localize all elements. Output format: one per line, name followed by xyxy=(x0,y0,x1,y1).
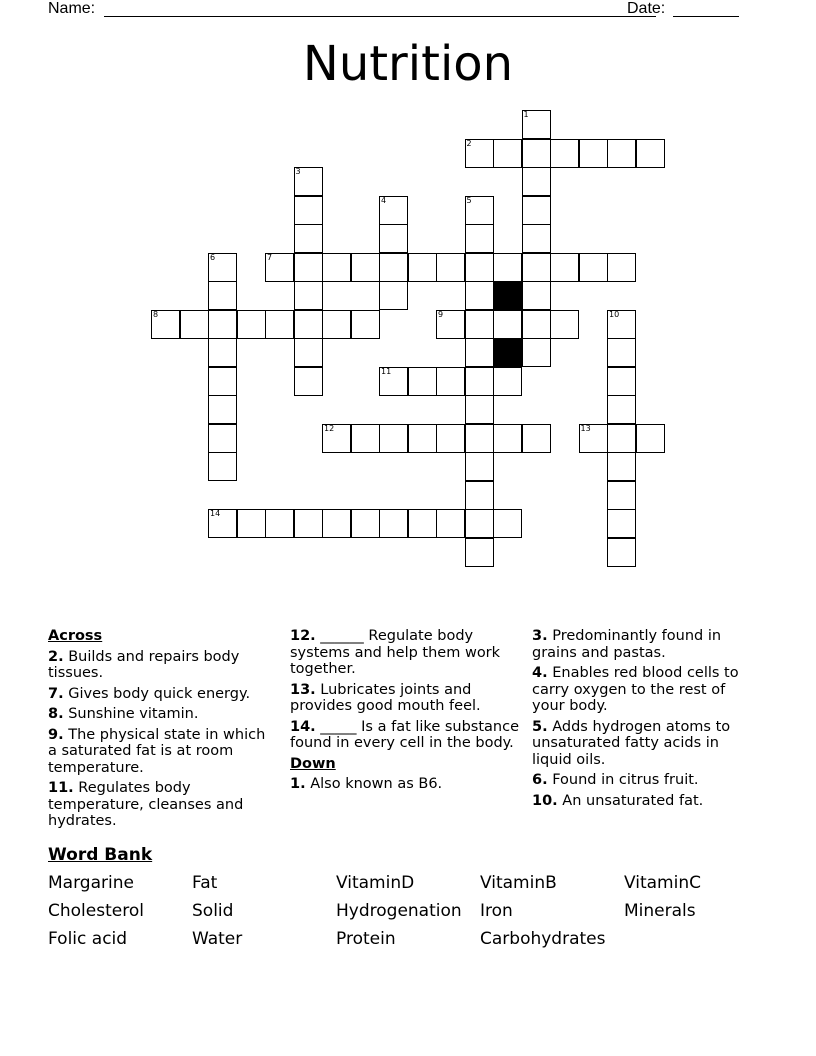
crossword-cell[interactable] xyxy=(550,253,579,282)
crossword-cell[interactable] xyxy=(208,310,237,339)
clue-across-2: 2. Builds and repairs body tissues. xyxy=(48,648,240,681)
crossword-cell[interactable] xyxy=(265,310,294,339)
crossword-cell[interactable] xyxy=(208,367,237,396)
crossword-cell[interactable] xyxy=(151,310,180,339)
crossword-cell[interactable] xyxy=(379,281,408,310)
crossword-cell[interactable] xyxy=(493,253,522,282)
word-bank-item: Folic acid xyxy=(48,929,128,949)
crossword-cell[interactable] xyxy=(522,338,551,367)
crossword-cell[interactable] xyxy=(465,367,494,396)
crossword-cell[interactable] xyxy=(237,310,266,339)
crossword-cell[interactable] xyxy=(493,367,522,396)
crossword-cell[interactable] xyxy=(465,310,494,339)
word-bank-item: Margarine xyxy=(48,873,134,893)
crossword-cell[interactable] xyxy=(579,253,608,282)
crossword-cell[interactable] xyxy=(465,509,494,538)
crossword-cell[interactable] xyxy=(408,253,437,282)
crossword-cell[interactable] xyxy=(607,509,636,538)
crossword-cell[interactable] xyxy=(522,424,551,453)
word-bank-item: VitaminD xyxy=(336,873,415,893)
word-bank-item: Iron xyxy=(480,901,513,921)
clue-down-3: 3. Predominantly found in grains and pastas. xyxy=(532,628,722,661)
crossword-cell[interactable] xyxy=(522,167,551,196)
clue-across-8: 8. Sunshine vitamin. xyxy=(48,706,199,722)
crossword-cell[interactable] xyxy=(294,224,323,253)
crossword-cell[interactable] xyxy=(351,253,380,282)
cell-number: 11 xyxy=(381,366,392,376)
word-bank-item: Minerals xyxy=(624,901,696,921)
crossword-cell[interactable] xyxy=(294,281,323,310)
clue-across-13: 13. Lubricates joints and provides good mouth feel. xyxy=(290,681,481,714)
crossword-cell[interactable] xyxy=(379,424,408,453)
clue-down-10: 10. An unsaturated fat. xyxy=(532,792,704,809)
cell-number: 5 xyxy=(466,195,472,205)
crossword-cell[interactable] xyxy=(465,196,494,225)
crossword-cell[interactable] xyxy=(208,452,237,481)
crossword-cell[interactable] xyxy=(550,139,579,168)
cell-number: 14 xyxy=(210,509,221,518)
crossword-cell[interactable] xyxy=(294,253,323,282)
crossword-cell[interactable] xyxy=(607,310,636,339)
cell-number: 1 xyxy=(523,110,529,119)
crossword-cell[interactable] xyxy=(579,139,608,168)
word-bank-item: Carbohydrates xyxy=(480,929,606,949)
crossword-cell[interactable] xyxy=(294,338,323,367)
cell-number: 9 xyxy=(438,309,444,319)
crossword-cell[interactable] xyxy=(522,281,551,310)
word-bank-title: Word Bank xyxy=(48,845,153,865)
crossword-cell[interactable] xyxy=(408,367,437,396)
crossword-cell[interactable] xyxy=(379,367,408,396)
word-bank-item: Hydrogenation xyxy=(336,901,462,921)
crossword-cell[interactable] xyxy=(465,338,494,367)
crossword-cell[interactable] xyxy=(294,509,323,538)
crossword-cell[interactable] xyxy=(237,509,266,538)
crossword-cell[interactable] xyxy=(408,424,437,453)
cell-number: 10 xyxy=(609,309,620,319)
clue-across-12: 12. ______ Regulate body systems and help them work together. xyxy=(290,628,501,677)
crossword-cell[interactable] xyxy=(379,509,408,538)
crossword-cell[interactable] xyxy=(465,452,494,481)
crossword-cell[interactable] xyxy=(522,310,551,339)
word-bank-item: Solid xyxy=(192,901,234,921)
crossword-cell[interactable] xyxy=(522,196,551,225)
crossword-cell[interactable] xyxy=(607,452,636,481)
down-heading: Down xyxy=(290,755,336,772)
crossword-cell[interactable] xyxy=(208,338,237,367)
crossword-cell[interactable] xyxy=(607,395,636,424)
clue-across-11: 11. Regulates body temperature, cleanses and hydrates. xyxy=(48,780,244,829)
crossword-cell[interactable] xyxy=(294,367,323,396)
crossword-cell[interactable] xyxy=(436,367,465,396)
crossword-cell[interactable] xyxy=(379,253,408,282)
crossword-cell[interactable] xyxy=(522,253,551,282)
clue-across-7: 7. Gives body quick energy. xyxy=(48,685,251,702)
crossword-cell[interactable] xyxy=(493,424,522,453)
crossword-cell[interactable] xyxy=(607,338,636,367)
crossword-cell[interactable] xyxy=(493,310,522,339)
word-bank-item: VitaminB xyxy=(480,873,557,893)
clue-column-2 xyxy=(290,628,520,797)
crossword-cell[interactable] xyxy=(607,424,636,453)
crossword-cell[interactable] xyxy=(607,481,636,510)
cell-number: 6 xyxy=(210,252,216,262)
crossword-cell[interactable] xyxy=(636,139,665,168)
cell-number: 3 xyxy=(295,167,301,176)
crossword-cell[interactable] xyxy=(294,310,323,339)
crossword-cell[interactable] xyxy=(607,253,636,282)
crossword-cell[interactable] xyxy=(493,509,522,538)
crossword-cell[interactable] xyxy=(465,281,494,310)
crossword-cell[interactable] xyxy=(351,509,380,538)
crossword-cell[interactable] xyxy=(379,196,408,225)
crossword-cell[interactable] xyxy=(550,310,579,339)
crossword-cell[interactable] xyxy=(208,253,237,282)
cell-number: 2 xyxy=(466,138,472,148)
crossword-cell[interactable] xyxy=(351,424,380,453)
crossword-block xyxy=(493,338,522,367)
crossword-cell[interactable] xyxy=(294,196,323,225)
clue-down-6: 6. Found in citrus fruit. xyxy=(532,772,699,788)
crossword-cell[interactable] xyxy=(607,538,636,567)
crossword-cell[interactable] xyxy=(465,481,494,510)
crossword-cell[interactable] xyxy=(465,253,494,282)
crossword-cell[interactable] xyxy=(607,139,636,168)
crossword-cell[interactable] xyxy=(522,139,551,168)
clue-down-5: 5. Adds hydrogen atoms to unsaturated fatty acids in liquid oils. xyxy=(532,718,731,768)
crossword-cell[interactable] xyxy=(265,509,294,538)
crossword-cell[interactable] xyxy=(294,167,323,196)
crossword-cell[interactable] xyxy=(322,424,351,453)
crossword-cell[interactable] xyxy=(180,310,209,339)
word-bank-item: Fat xyxy=(192,873,218,893)
word-bank-item: Cholesterol xyxy=(48,901,144,921)
clue-across-9: 9. The physical state in which a saturated fat is at room temperature. xyxy=(48,726,266,776)
clue-down-4: 4. Enables red blood cells to carry oxygen to the rest of your body. xyxy=(532,665,739,714)
crossword-cell[interactable] xyxy=(265,253,294,282)
crossword-cell[interactable] xyxy=(465,224,494,253)
clue-column-1 xyxy=(48,628,278,834)
crossword-cell[interactable] xyxy=(322,509,351,538)
word-bank xyxy=(48,873,768,957)
crossword-cell[interactable] xyxy=(351,310,380,339)
cell-number: 13 xyxy=(580,423,591,433)
page-title: Nutrition xyxy=(302,36,514,92)
date-label: Date: xyxy=(627,0,666,17)
clue-column-3 xyxy=(532,628,757,813)
word-bank-item: Protein xyxy=(336,929,396,949)
name-label: Name: xyxy=(48,0,96,17)
crossword-cell[interactable] xyxy=(208,424,237,453)
crossword-cell[interactable] xyxy=(436,310,465,339)
crossword-cell[interactable] xyxy=(579,424,608,453)
crossword-cell[interactable] xyxy=(493,139,522,168)
crossword-cell[interactable] xyxy=(322,253,351,282)
crossword-cell[interactable] xyxy=(208,281,237,310)
cell-number: 8 xyxy=(153,309,159,319)
crossword-cell[interactable] xyxy=(408,509,437,538)
crossword-cell[interactable] xyxy=(465,424,494,453)
crossword-cell[interactable] xyxy=(522,110,551,139)
crossword-cell[interactable] xyxy=(436,509,465,538)
word-bank-item: VitaminC xyxy=(624,873,701,893)
crossword-cell[interactable] xyxy=(522,224,551,253)
crossword-cell[interactable] xyxy=(607,367,636,396)
clue-down-1: 1. Also known as B6. xyxy=(290,776,443,792)
crossword-cell[interactable] xyxy=(465,395,494,424)
crossword-cell[interactable] xyxy=(208,509,237,538)
word-bank-item: Water xyxy=(192,929,243,949)
cell-number: 4 xyxy=(381,195,387,205)
crossword-cell[interactable] xyxy=(208,395,237,424)
crossword-cell[interactable] xyxy=(465,139,494,168)
cell-number: 7 xyxy=(267,252,273,262)
crossword-cell[interactable] xyxy=(322,310,351,339)
crossword-block xyxy=(493,281,522,310)
across-heading: Across xyxy=(48,628,103,644)
clue-across-14: 14. _____ Is a fat like substance found in every cell in the body. xyxy=(290,718,519,751)
crossword-cell[interactable] xyxy=(436,424,465,453)
crossword-cell[interactable] xyxy=(465,538,494,567)
crossword-cell[interactable] xyxy=(436,253,465,282)
crossword-cell[interactable] xyxy=(379,224,408,253)
crossword-cell[interactable] xyxy=(636,424,665,453)
cell-number: 12 xyxy=(324,423,335,433)
